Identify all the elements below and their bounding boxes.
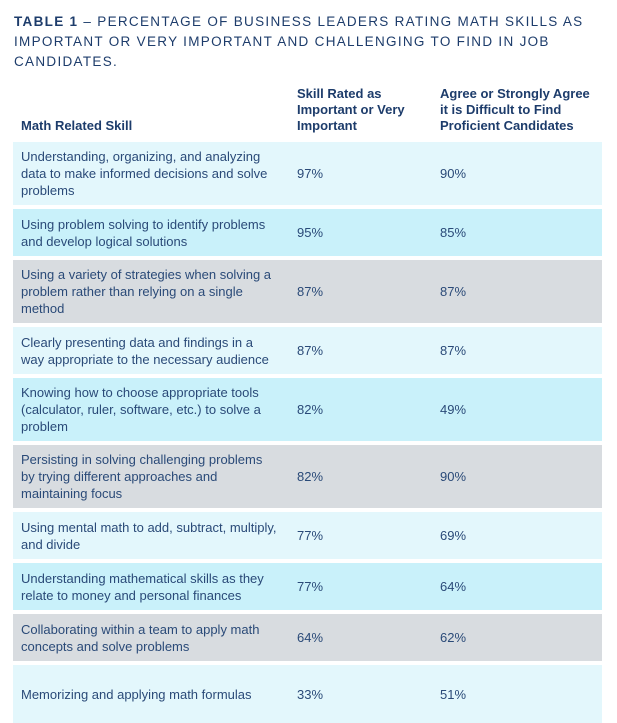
table-header-row [13,86,602,134]
table-row [13,445,602,508]
table-row [13,614,602,661]
difficult-value: 49% [440,402,467,417]
table-caption [14,12,600,72]
skill-cell: Using a variety of strategies when solving a problem rather than relying on a single method [21,267,272,316]
table-row [13,665,602,723]
important-value: 95% [297,225,324,240]
important-value: 97% [297,166,324,181]
difficult-value: 90% [440,469,467,484]
skill-cell: Clearly presenting data and findings in a way appropriate to the necessary audience [21,334,269,367]
table-row [13,512,602,559]
column-header-difficult: Agree or Strongly Agree it is Difficult to Find Proficient Candidates [440,86,590,133]
difficult-value: 69% [440,528,467,543]
important-value: 77% [297,579,324,594]
skill-cell: Collaborating within a team to apply math concepts and solve problems [21,621,260,654]
important-value: 64% [297,630,324,645]
skill-cell: Using problem solving to identify problems and develop logical solutions [21,216,266,249]
difficult-value: 64% [440,579,467,594]
difficult-value: 87% [440,343,467,358]
column-header-skill: Math Related Skill [21,118,133,133]
important-value: 77% [297,528,324,543]
skill-cell: Knowing how to choose appropriate tools (calculator, ruler, software, etc.) to solve a problem [21,385,261,434]
table-number-label: TABLE 1 [14,14,79,29]
difficult-value: 62% [440,630,467,645]
important-value: 87% [297,343,324,358]
important-value: 33% [297,686,324,702]
difficult-value: 90% [440,166,467,181]
difficult-value: 87% [440,284,467,299]
skill-cell: Using mental math to add, subtract, multiply, and divide [21,519,277,552]
column-header-important: Skill Rated as Important or Very Important [297,86,405,133]
table-row [13,260,602,323]
table-caption-text: – PERCENTAGE OF BUSINESS LEADERS RATING MATH SKILLS AS IMPORTANT OR VERY IMPORTANT AND CHALLENGING TO FIND IN JOB CANDIDATES. [14,14,584,69]
skill-cell: Persisting in solving challenging problems by trying different approaches and maintaining focus [21,452,263,501]
skill-cell: Understanding, organizing, and analyzing data to make informed decisions and solve problems [21,149,268,198]
table-row [13,563,602,610]
skill-cell: Memorizing and applying math formulas [21,686,252,702]
skill-cell: Understanding mathematical skills as they relate to money and personal finances [21,570,264,603]
table-row [13,142,602,205]
important-value: 82% [297,402,324,417]
difficult-value: 51% [440,686,467,702]
difficult-value: 85% [440,225,467,240]
table-row [13,378,602,441]
table-row [13,209,602,256]
important-value: 82% [297,469,324,484]
table-row [13,327,602,374]
important-value: 87% [297,284,324,299]
